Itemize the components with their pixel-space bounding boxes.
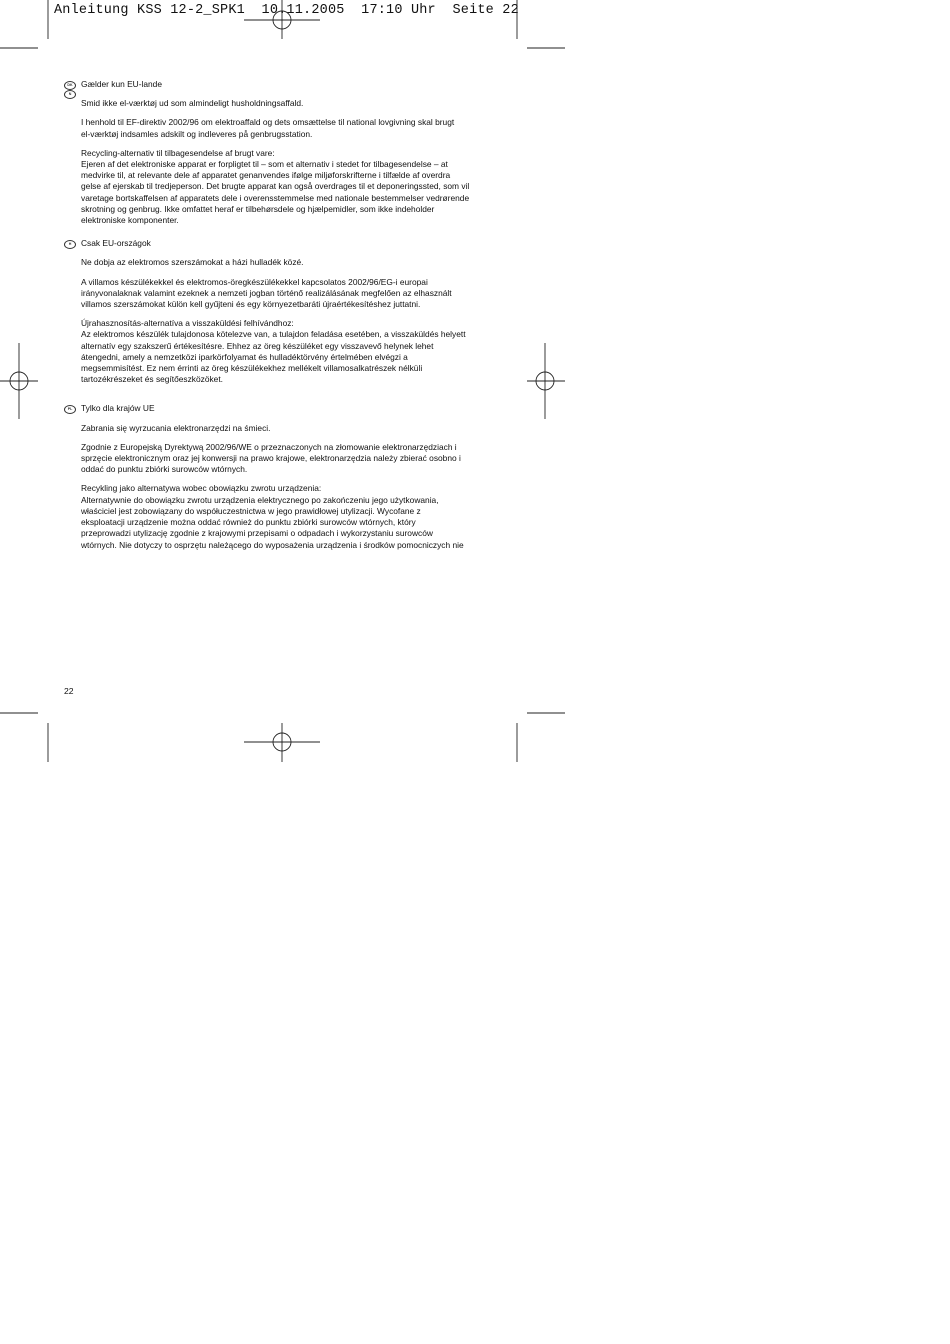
section-heading: Gælder kun EU-lande bbox=[81, 79, 162, 89]
country-flag-icon-dk: DK bbox=[64, 81, 76, 90]
paragraph: Recykling jako alternatywa wobec obowiązku zwrotu urządzenia: Alternatywnie do obowiązku zwrotu urządzenia elektrycznego po zakończeniu jego użytkowania, właściciel jest zobowiązany do współuczestnictwa w jego prawidłowej utylizacji. Wycofane z eksploatacji urządzenie można oddać również do punktu zbiórki surowców wtórnych, który przeprowadzi utylizację zgodnie z krajowymi przepisami o odpadach i wykorzystaniu surowców wtórnych. Nie dotyczy to osprzętu należącego do wyposażenia urządzenia i środków pomocniczych nie bbox=[81, 483, 464, 550]
section-polish bbox=[67, 403, 501, 550]
registration-mark-bottom bbox=[244, 723, 320, 762]
paragraph: Smid ikke el-værktøj ud som almindeligt husholdningsaffald. bbox=[81, 98, 304, 109]
country-flag-icon-h: H bbox=[64, 240, 76, 249]
section-heading: Csak EU-országok bbox=[81, 238, 151, 249]
registration-mark-right bbox=[527, 343, 565, 419]
section-danish-norwegian bbox=[67, 79, 501, 226]
page-number: 22 bbox=[64, 686, 74, 696]
registration-mark-left bbox=[0, 343, 38, 419]
section-heading: Tylko dla krajów UE bbox=[81, 403, 155, 414]
paragraph: I henhold til EF-direktiv 2002/96 om elektroaffald og dets omsættelse til national lovgivning skal brugt el-værktøj indsamles adskilt og indleveres på genbrugsstation. bbox=[81, 117, 455, 139]
paragraph: Ne dobja az elektromos szerszámokat a házi hulladék közé. bbox=[81, 257, 304, 268]
print-slug-header: Anleitung KSS 12-2_SPK1 10.11.2005 17:10 Uhr Seite 22 bbox=[54, 3, 519, 18]
country-flag-icon-pl: PL bbox=[64, 405, 76, 414]
country-flag-icon-n: N bbox=[64, 90, 76, 99]
document-body bbox=[67, 79, 501, 551]
paragraph: Zabrania się wyrzucania elektronarzędzi na śmieci. bbox=[81, 422, 271, 433]
paragraph: Recycling-alternativ til tilbagesendelse af brugt vare: Ejeren af det elektroniske apparat er forpligtet til – som et alternativ i stedet for tilbagesendelse – at medvirke til, at relevante dele af apparatet genanvendes ifølge miljøforskrifterne i tilfælde af overdra gelse af ejerskab til tredjeperson. Det brugte apparat kan også overdrages til et deponeringssted, som vil varetage bortskaffelsen af apparatets dele i overensstemmelse med nationale bestemmelser vedrørende skrotning og genbrug. Ikke omfattet heraf er tilbehørsdele og hjælpemidler, som ikke indeholder elektroniske komponenter. bbox=[81, 147, 470, 226]
paragraph: Zgodnie z Europejską Dyrektywą 2002/96/WE o przeznaczonych na złomowanie elektronarzędziach i sprzęcie elektronicznym oraz jej konwersji na prawo krajowe, elektronarzędzia należy zbierać osobno i oddać do punktu zbiórki surowców wtórnych. bbox=[81, 441, 461, 475]
registration-mark-top bbox=[244, 0, 320, 39]
section-hungarian bbox=[68, 238, 501, 385]
paragraph: A villamos készülékekkel és elektromos-öregkészülékekkel kapcsolatos 2002/96/EG-i europai irányvonalaknak valamint ezeknek a nemzeti jogban történő realizálásának megfelően az elhasznált villamos szerszámokat külön kell gyűjteni és egy környezetbaráti újraértékesítéshez juttatni. bbox=[81, 276, 452, 310]
paragraph: Újrahasznosítás-alternatíva a visszaküldési felhívándhoz: Az elektromos készülék tulajdonosa kötelezve van, a tulajdon feladása esetében, a visszaküldés helyett alternatív egy szakszerű értékesítésre. Ehhez az öreg készüléket egy visszavevő helynek lehet átengedni, amely a nemzetközi iparkörfolyamat és hulladéktörvény értelmében elvégzi a megsemmisítést. Ez nem érrinti az öreg készülékekhez mellékelt villamosalkatrészek nélküli tartozékrészeket és segítőeszközöket. bbox=[81, 318, 466, 385]
